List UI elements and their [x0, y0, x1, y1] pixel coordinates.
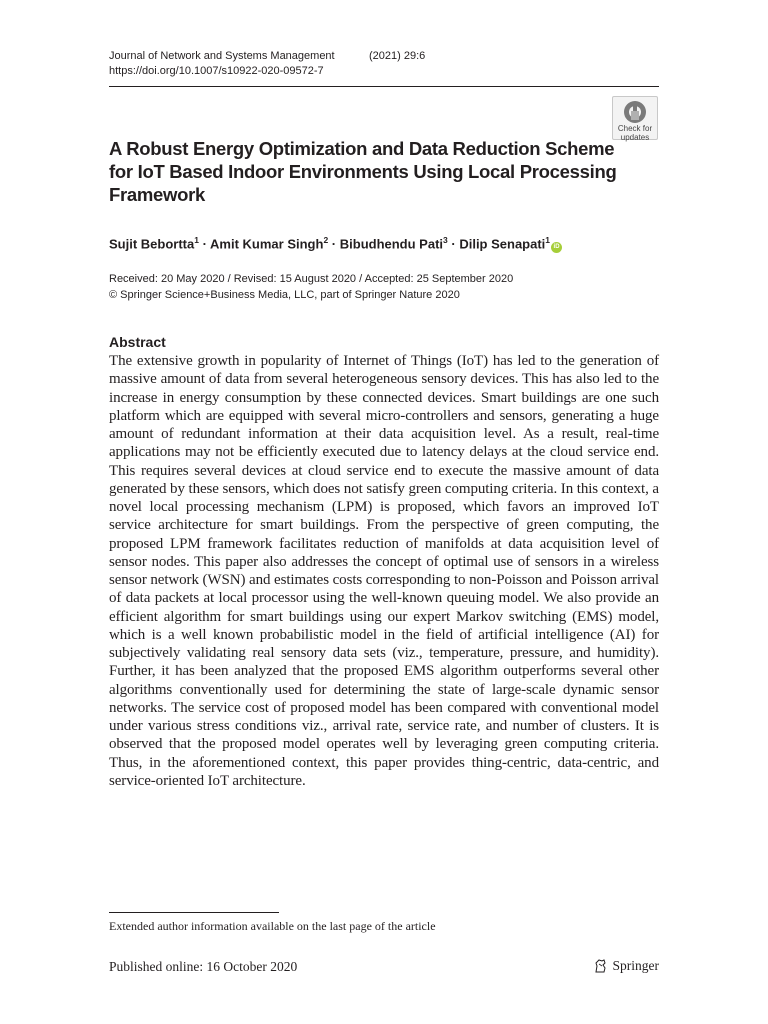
- header-divider: [109, 86, 659, 87]
- orcid-icon[interactable]: iD: [551, 242, 562, 253]
- check-for-updates-badge[interactable]: [612, 96, 658, 140]
- footnote: Extended author information available on the last page of the article: [109, 919, 436, 933]
- copyright-notice: © Springer Science+Business Media, LLC, part of Springer Nature 2020: [109, 288, 460, 301]
- author-affiliation: 1: [194, 235, 199, 245]
- author-name[interactable]: Dilip Senapati: [459, 236, 546, 252]
- author-name[interactable]: Amit Kumar Singh: [210, 236, 324, 252]
- running-header: [109, 49, 659, 79]
- author-affiliation: 1: [545, 235, 551, 245]
- published-date: Published online: 16 October 2020: [109, 959, 298, 974]
- author-affiliation: 3: [443, 235, 448, 245]
- badge-line2: updates: [620, 133, 650, 142]
- abstract-text: The extensive growth in popularity of Internet of Things (IoT) has led to the generation of massive amount of data from several heterogeneous sensory devices. This has also led to the increase in energy consumption by these connected devices. Smart buildings are one such platform which are equipped with several micro-controllers and sensors, generating a huge amount of redundant information at their data acquisition level. As a result, real-time applications may not be efficiently executed due to latency delays at the cloud service end. This requires several devices at cloud service end to execute the massive amount of data generated by these sensors, which does not satisfy green computing criteria. In this context, a novel local processing mechanism (LPM) is proposed, which favors an improved IoT service architecture for smart buildings. From the perspective of green computing, the proposed LPM framework facilitates reduction of manifolds at data acquisition level of sensor nodes. This paper also addresses the concept of optimal use of sensors in a wireless sensor network (WSN) and estimates costs corresponding to non-Poisson and Poisson arrival of data packets at local processor using the well-known queuing model. We also provide an efficient algorithm for smart buildings using our expert Markov switching (EMS) model, which is a well known probabilistic model in the field of artificial intelligence (AI) for subjectively validating real sensory data sets (viz., temperature, pressure, and humidity). Further, it has been analyzed that the proposed EMS algorithm outperforms several other algorithms conventionally used for determining the state of large-scale dynamic sensor networks. The service cost of proposed model has been compared with conventional model under various stress conditions viz., arrival rate, service rate, and number of clusters. It is observed that the proposed model operates well by leveraging green computing criteria. Thus, in the aforementioned context, this paper provides thing-centric, data-centric, and service-oriented IoT architecture.: [109, 353, 659, 789]
- badge-line1: Check for: [617, 124, 653, 133]
- journal-name: Journal of Network and Systems Management: [109, 50, 335, 62]
- doi-link[interactable]: https://doi.org/10.1007/s10922-020-09572-7: [109, 65, 324, 77]
- author-list: Sujit Bebortta$^1$ · Amit Kumar Singh$^2$ · Bibudhendu Pati$^3$ · Dilip Senapati$^1$iD: [109, 231, 562, 253]
- publisher-mark[interactable]: [593, 957, 660, 975]
- volume-info: (2021) 29:6: [369, 50, 426, 62]
- author-affiliation: 2: [323, 235, 329, 245]
- history-dates: Received: 20 May 2020 / Revised: 15 August 2020 / Accepted: 25 September 2020: [109, 273, 514, 285]
- check-for-updates-icon: [623, 100, 647, 124]
- springer-horse-icon: [593, 958, 609, 974]
- footnote-divider: [109, 912, 279, 913]
- publisher-name: Springer: [612, 958, 659, 973]
- author-name[interactable]: Sujit Bebortta: [109, 236, 195, 252]
- author-name[interactable]: Bibudhendu Pati: [339, 236, 444, 252]
- abstract-heading: Abstract: [109, 334, 166, 350]
- paper-title: A Robust Energy Optimization and Data Reduction Scheme for IoT Based Indoor Environments Using Local Processing Framework: [109, 138, 617, 205]
- article-history: [109, 272, 513, 303]
